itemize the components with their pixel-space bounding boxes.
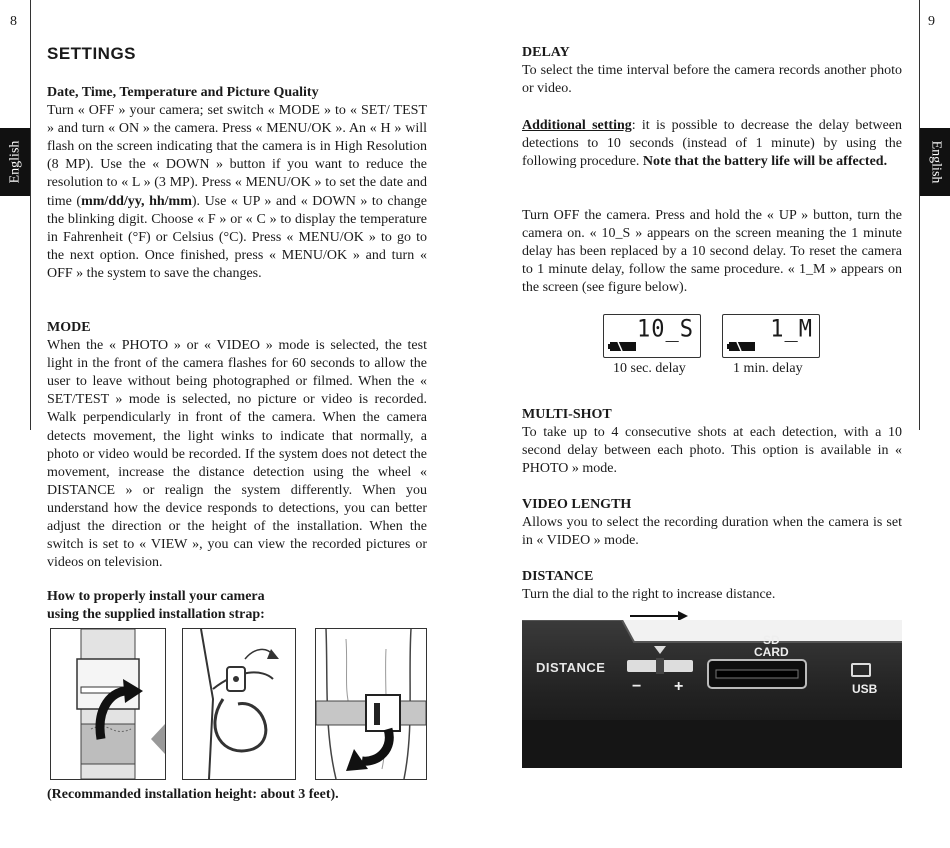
install-figure-strap-buckle bbox=[50, 628, 166, 780]
page-number-right: 9 bbox=[928, 14, 935, 29]
page-title: SETTINGS bbox=[47, 44, 137, 63]
install-section bbox=[47, 588, 427, 624]
install-height-note: (Recommanded installation height: about 3 feet). bbox=[47, 787, 339, 802]
right-margin-rule bbox=[919, 0, 920, 430]
video-length-body: Allows you to select the recording duration when the camera is set in « VIDEO » mode. bbox=[522, 515, 902, 549]
battery-icon bbox=[608, 340, 638, 352]
install-heading-line1: How to properly install your camera bbox=[47, 589, 265, 604]
sd-card-label: SD CARD bbox=[754, 633, 789, 659]
lcd-readout-10s: 10_S bbox=[637, 315, 694, 344]
left-margin-rule bbox=[30, 0, 31, 430]
mode-section bbox=[47, 319, 427, 572]
distance-plus-label: + bbox=[674, 678, 684, 695]
camera-body-illustration bbox=[522, 620, 902, 768]
strap-loop-illustration bbox=[183, 629, 295, 779]
delay-procedure: Turn OFF the camera. Press and hold the « UP » button, turn the camera on. « 10_S » appears on the screen meaning the 1 minute delay has been replaced by a 10 second delay. To reset the camera to 1 minute delay, follow the same procedure. « 1_M » appears on the screen (see figure below). bbox=[522, 208, 902, 296]
language-tab-left: English bbox=[0, 128, 30, 196]
additional-setting-label: Additional setting bbox=[522, 118, 632, 133]
mode-body: When the « PHOTO » or « VIDEO » mode is selected, the test light in the front of the camera flashes for 60 seconds to allow the user to leave without being photographed or filmed. When the « SET/TEST » mode is selected, no picture or video is recorded. Walk perpendicularly in front of the camera. When the camera detects movement, the light winks to indicate that normally, a photo or video would be recorded. If the system does not detect the movement, increase the distance detection using the wheel « DISTANCE » or realign the system differently. When you understand how the device responds to detections, you can better adjust the direction or the height of the installation. When the switch is set to « VIEW », you can view the recorded pictures or videos on television. bbox=[47, 338, 427, 571]
mode-heading: MODE bbox=[47, 320, 91, 335]
lcd-1-minute-display bbox=[722, 314, 820, 358]
usb-label: USB bbox=[852, 682, 878, 696]
additional-setting-block: Additional setting: it is possible to decrease the delay between detections to 10 seconds (instead of 1 minute) by using the following procedure. Note that the battery life will be affected. bbox=[522, 118, 903, 170]
delay-body: To select the time interval before the camera records another photo or video. bbox=[522, 63, 902, 97]
distance-heading: DISTANCE bbox=[522, 569, 594, 584]
date-time-body: Turn « OFF » your camera; set switch « MODE » to « SET/ TEST » and turn « ON » the camera. Press « MENU/OK ». An « H » will flash on the screen indicating that the camera is in High Resolution (8 MP). Use the « DOWN » button if you want to reduce the resolution to « L » (3 MP). Press « MENU/OK » to set the date and time (mm/dd/yy, hh/mm). Use « UP » and « DOWN » to change the blinking digit. Choose « F » or « C » to display the temperature in Fahrenheit (°F) or Celsius (°C). Press « MENU/OK » to go to the next option. Once finished, press « MENU/OK » and turn « OFF » the system to save the changes. bbox=[47, 103, 427, 281]
battery-icon bbox=[727, 340, 757, 352]
delay-section bbox=[522, 44, 902, 98]
distance-body: Turn the dial to the right to increase distance. bbox=[522, 587, 776, 603]
lcd-caption-1m: 1 min. delay bbox=[733, 361, 803, 376]
delay-heading: DELAY bbox=[522, 45, 570, 60]
lcd-10-second-display bbox=[603, 314, 701, 358]
date-time-section bbox=[47, 84, 427, 283]
install-figure-strap-loop bbox=[182, 628, 296, 780]
distance-section bbox=[522, 568, 902, 604]
multishot-section bbox=[522, 406, 902, 478]
date-time-heading: Date, Time, Temperature and Picture Quality bbox=[47, 85, 319, 100]
lcd-caption-10s: 10 sec. delay bbox=[613, 361, 686, 376]
camera-panel-photo bbox=[522, 620, 902, 768]
lcd-readout-1m: 1_M bbox=[770, 315, 813, 344]
tree-mount-illustration bbox=[316, 629, 426, 779]
multishot-heading: MULTI-SHOT bbox=[522, 407, 612, 422]
strap-buckle-illustration bbox=[51, 629, 165, 779]
page-number-left: 8 bbox=[10, 14, 17, 29]
language-tab-right: English bbox=[920, 128, 950, 196]
multishot-body: To take up to 4 consecutive shots at each detection, with a 10 second delay between each photo. This option is available in « PHOTO » mode. bbox=[522, 425, 902, 477]
video-length-section bbox=[522, 496, 902, 550]
video-length-heading: VIDEO LENGTH bbox=[522, 497, 632, 512]
distance-minus-label: − bbox=[632, 678, 642, 695]
install-figure-tree-mount bbox=[315, 628, 427, 780]
install-heading-line2: using the supplied installation strap: bbox=[47, 607, 265, 623]
distance-label: DISTANCE bbox=[536, 660, 606, 675]
